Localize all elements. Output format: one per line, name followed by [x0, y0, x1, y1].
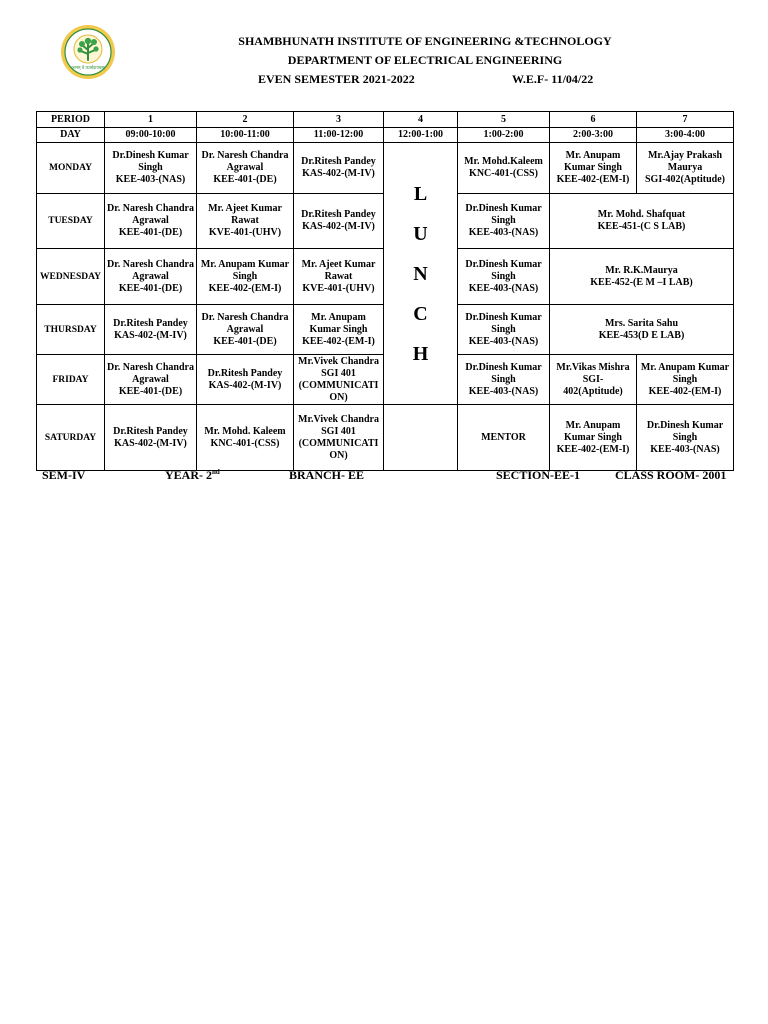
class-cell: Dr.Ritesh Pandey KAS-402-(M-IV) [197, 355, 294, 405]
time-slot: 12:00-1:00 [384, 128, 458, 143]
department-name: DEPARTMENT OF ELECTRICAL ENGINEERING [287, 53, 563, 67]
time-row [37, 128, 734, 143]
period-number: 5 [458, 112, 550, 128]
class-cell: Mr. Ajeet Kumar Rawat KVE-401-(UHV) [294, 249, 384, 305]
class-cell: Dr.Dinesh Kumar Singh KEE-403-(NAS) [637, 405, 734, 471]
footer-sem: SEM-IV [42, 468, 86, 482]
class-cell: Mr. Anupam Kumar Singh KEE-402-(EM-I) [637, 355, 734, 405]
lunch-break: L U N C H [384, 143, 458, 405]
time-slot: 2:00-3:00 [550, 128, 637, 143]
day-name: FRIDAY [37, 355, 105, 405]
footer-year: YEAR- 2nd [165, 468, 220, 482]
day-name: SATURDAY [37, 405, 105, 471]
class-cell: Dr.Dinesh Kumar Singh KEE-403-(NAS) [458, 305, 550, 355]
class-cell: Mr.Vivek Chandra SGI 401 (COMMUNICATION) [294, 355, 384, 405]
class-cell: Mr. Anupam Kumar Singh KEE-402-(EM-I) [550, 405, 637, 471]
class-cell: Mr. Anupam Kumar Singh KEE-402-(EM-I) [294, 305, 384, 355]
class-cell: Dr. Naresh Chandra Agrawal KEE-401-(DE) [105, 194, 197, 249]
class-cell: Dr. Naresh Chandra Agrawal KEE-401-(DE) [197, 305, 294, 355]
mentor-cell: MENTOR [458, 405, 550, 471]
day-row-saturday [37, 405, 734, 471]
institute-emblem-icon [60, 24, 116, 80]
period-number: 2 [197, 112, 294, 128]
class-cell: Mr. Ajeet Kumar Rawat KVE-401-(UHV) [197, 194, 294, 249]
semester-label: EVEN SEMESTER 2021-2022 [258, 72, 415, 86]
lab-cell: Mr. R.K.Maurya KEE-452-(E M –I LAB) [550, 249, 734, 305]
footer-section: SECTION-EE-1 [496, 468, 581, 482]
time-slot: 10:00-11:00 [197, 128, 294, 143]
day-name: MONDAY [37, 143, 105, 194]
time-slot: 09:00-10:00 [105, 128, 197, 143]
class-cell: Mr. Mohd.Kaleem KNC-401-(CSS) [458, 143, 550, 194]
institute-name: SHAMBHUNATH INSTITUTE OF ENGINEERING &TECHNOLOGY [238, 34, 612, 48]
class-cell: Mr.Vivek Chandra SGI 401 (COMMUNICATION) [294, 405, 384, 471]
time-slot: 11:00-12:00 [294, 128, 384, 143]
class-cell: Mr.Vikas Mishra SGI- 402(Aptitude) [550, 355, 637, 405]
day-name: TUESDAY [37, 194, 105, 249]
period-number: 7 [637, 112, 734, 128]
class-cell: Dr.Ritesh Pandey KAS-402-(M-IV) [294, 194, 384, 249]
day-row-monday [37, 143, 734, 194]
class-cell: Dr.Dinesh Kumar Singh KEE-403-(NAS) [458, 249, 550, 305]
day-name: WEDNESDAY [37, 249, 105, 305]
class-cell: Dr. Naresh Chandra Agrawal KEE-401-(DE) [197, 143, 294, 194]
class-cell: Mr. Mohd. Kaleem KNC-401-(CSS) [197, 405, 294, 471]
day-header: DAY [37, 128, 105, 143]
class-cell: Dr. Naresh Chandra Agrawal KEE-401-(DE) [105, 355, 197, 405]
class-cell: Mr. Anupam Kumar Singh KEE-402-(EM-I) [550, 143, 637, 194]
period-header: PERIOD [37, 112, 105, 128]
class-cell: Mr. Anupam Kumar Singh KEE-402-(EM-I) [197, 249, 294, 305]
class-cell: Dr.Ritesh Pandey KAS-402-(M-IV) [294, 143, 384, 194]
period-number: 4 [384, 112, 458, 128]
class-cell: Dr.Dinesh Kumar Singh KEE-403-(NAS) [458, 355, 550, 405]
svg-text:जानम् वे ऊर्जादायकम्: जानम् वे ऊर्जादायकम् [71, 65, 105, 70]
day-name: THURSDAY [37, 305, 105, 355]
time-slot: 3:00-4:00 [637, 128, 734, 143]
timetable [36, 111, 734, 471]
footer-branch: BRANCH- EE [289, 468, 365, 482]
blank-cell [384, 405, 458, 471]
class-cell: Dr.Dinesh Kumar Singh KEE-403-(NAS) [105, 143, 197, 194]
footer-classroom: CLASS ROOM- 2001 [615, 468, 727, 482]
period-row [37, 112, 734, 128]
period-number: 3 [294, 112, 384, 128]
period-number: 1 [105, 112, 197, 128]
time-slot: 1:00-2:00 [458, 128, 550, 143]
lab-cell: Mr. Mohd. Shafquat KEE-451-(C S LAB) [550, 194, 734, 249]
wef-date: W.E.F- 11/04/22 [512, 72, 594, 86]
class-cell: Dr.Ritesh Pandey KAS-402-(M-IV) [105, 405, 197, 471]
class-cell: Mr.Ajay Prakash Maurya SGI-402(Aptitude) [637, 143, 734, 194]
period-number: 6 [550, 112, 637, 128]
class-cell: Dr. Naresh Chandra Agrawal KEE-401-(DE) [105, 249, 197, 305]
lab-cell: Mrs. Sarita Sahu KEE-453(D E LAB) [550, 305, 734, 355]
class-cell: Dr.Ritesh Pandey KAS-402-(M-IV) [105, 305, 197, 355]
class-cell: Dr.Dinesh Kumar Singh KEE-403-(NAS) [458, 194, 550, 249]
